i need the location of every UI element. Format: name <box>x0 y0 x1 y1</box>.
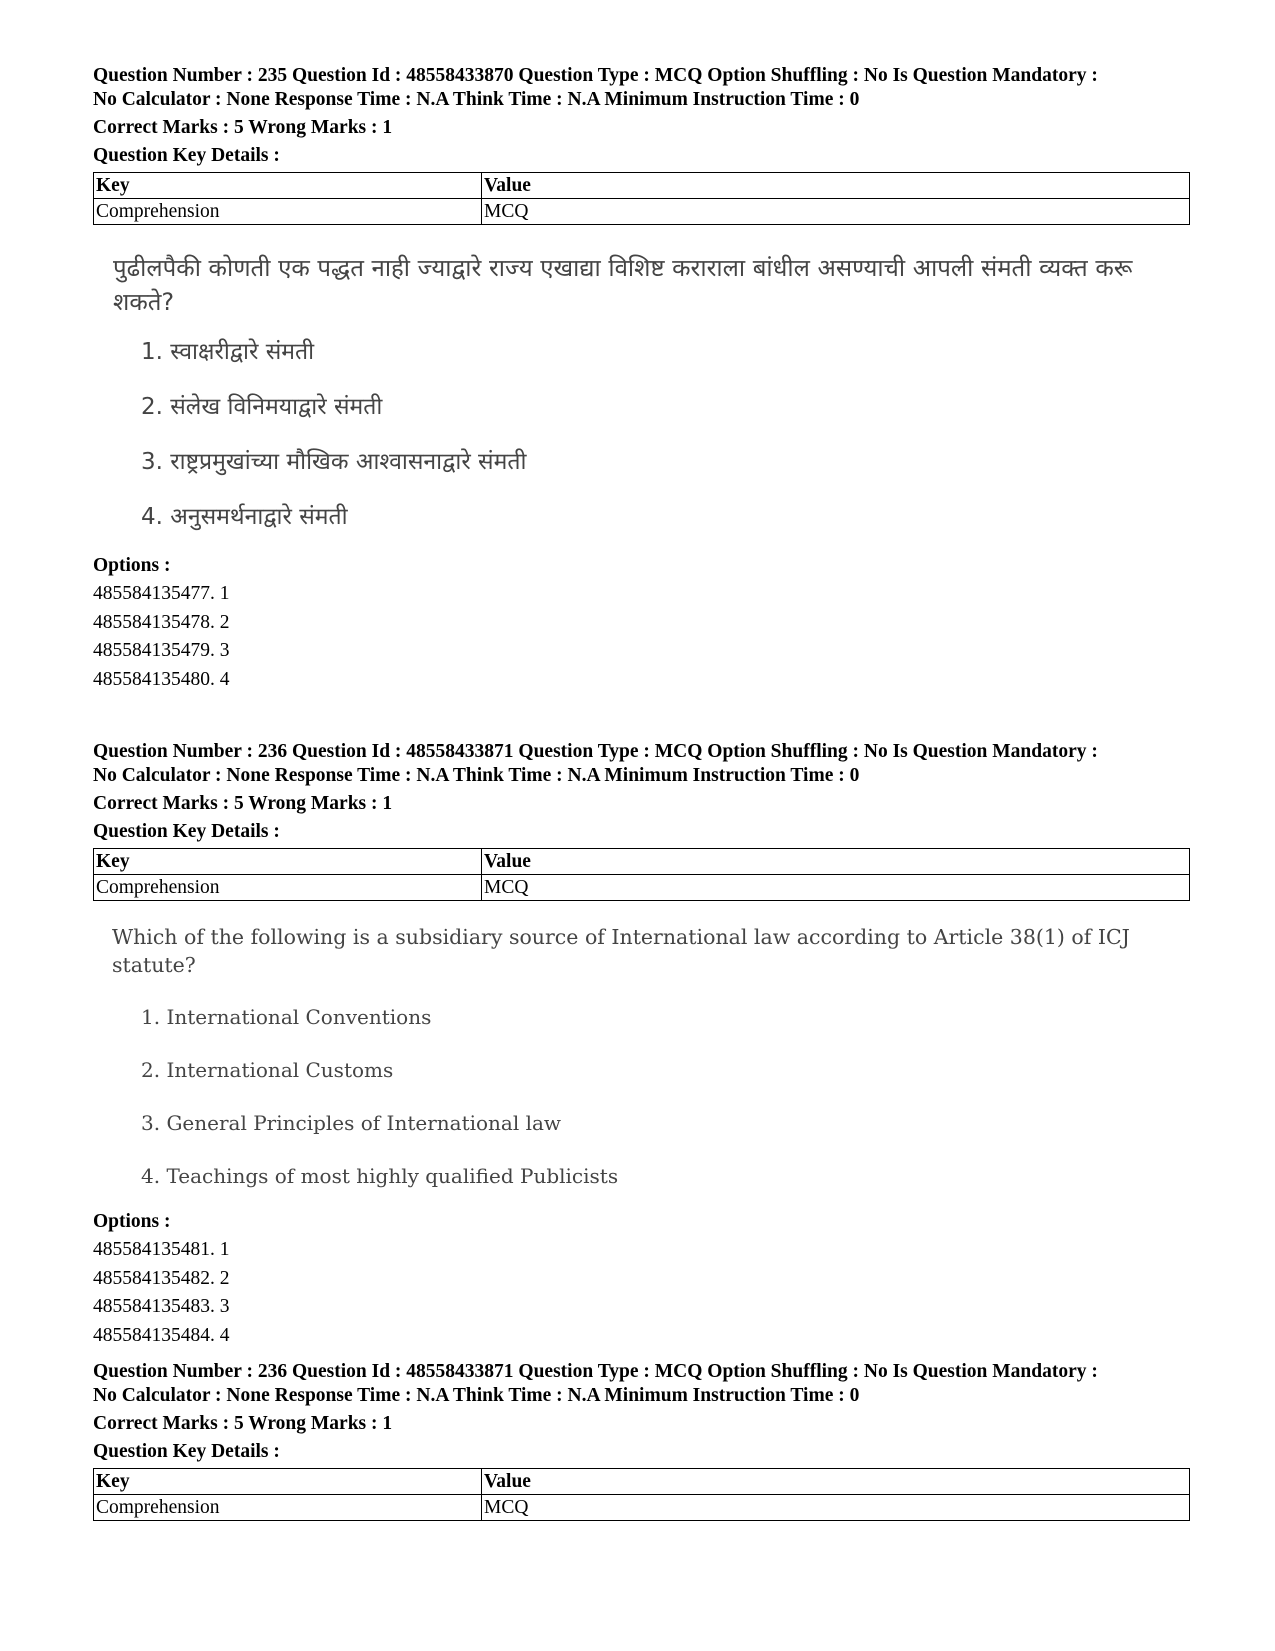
answer-choice: 2. International Customs <box>141 1058 394 1082</box>
table-row <box>94 1495 1190 1521</box>
question-block-235 <box>93 64 1193 694</box>
option-id: 485584135478. 2 <box>93 611 230 633</box>
table-header-row <box>94 849 1190 875</box>
option-id: 485584135477. 1 <box>93 583 230 604</box>
table-cell-key: Comprehension <box>94 875 482 901</box>
question-meta-line: Question Number : 235 Question Id : 48558433870 Question Type : MCQ Option Shuffling : No Is Question Mandatory : <box>93 65 1098 86</box>
table-header-row <box>94 1469 1190 1495</box>
answer-choice: 1. स्वाक्षरीद्वारे संमती <box>141 339 315 365</box>
table-header-value: Value <box>482 849 1190 875</box>
option-id: 485584135480. 4 <box>93 668 230 690</box>
table-header-key: Key <box>94 1469 482 1495</box>
table-row <box>94 199 1190 225</box>
question-text: पुढीलपैकी कोणती एक पद्धत नाही ज्याद्वारे राज्य एखाद्या विशिष्ट कराराला बांधील असण्याची आपली संमती व्यक्त करू शकते? <box>113 254 1133 316</box>
option-id: 485584135479. 3 <box>93 640 230 661</box>
answer-choice: 4. Teachings of most highly qualified Publicists <box>141 1164 619 1188</box>
table-header-key: Key <box>94 173 482 199</box>
marks-line: Correct Marks : 5 Wrong Marks : 1 <box>93 117 393 138</box>
answer-choice: 1. International Conventions <box>141 1005 432 1029</box>
question-text: Which of the following is a subsidiary source of International law according to Article 38(1) of ICJ statute? <box>112 925 1130 977</box>
marks-line: Correct Marks : 5 Wrong Marks : 1 <box>93 793 393 814</box>
answer-choice: 3. General Principles of International law <box>141 1111 562 1135</box>
options-title: Options : <box>93 555 171 576</box>
answer-choice: 3. राष्ट्रप्रमुखांच्या मौखिक आश्वासनाद्वारे संमती <box>141 449 527 475</box>
option-id: 485584135483. 3 <box>93 1296 230 1317</box>
answer-choice: 2. संलेख विनिमयाद्वारे संमती <box>141 394 383 420</box>
question-meta-line: No Calculator : None Response Time : N.A Think Time : N.A Minimum Instruction Time : 0 <box>93 1385 860 1406</box>
key-details-title: Question Key Details : <box>93 1441 280 1462</box>
question-meta-line: Question Number : 236 Question Id : 48558433871 Question Type : MCQ Option Shuffling : No Is Question Mandatory : <box>93 1361 1098 1382</box>
option-id: 485584135482. 2 <box>93 1267 230 1289</box>
key-details-title: Question Key Details : <box>93 145 280 166</box>
table-cell-value: MCQ <box>482 199 1190 225</box>
option-id: 485584135481. 1 <box>93 1239 230 1260</box>
question-meta-line: No Calculator : None Response Time : N.A Think Time : N.A Minimum Instruction Time : 0 <box>93 765 860 786</box>
table-cell-value: MCQ <box>482 1495 1190 1521</box>
question-block-236 <box>93 740 1193 1350</box>
options-title: Options : <box>93 1211 171 1232</box>
question-meta-line: No Calculator : None Response Time : N.A Think Time : N.A Minimum Instruction Time : 0 <box>93 89 860 110</box>
marks-line: Correct Marks : 5 Wrong Marks : 1 <box>93 1413 393 1434</box>
key-details-title: Question Key Details : <box>93 821 280 842</box>
table-cell-key: Comprehension <box>94 199 482 225</box>
question-meta-line: Question Number : 236 Question Id : 48558433871 Question Type : MCQ Option Shuffling : No Is Question Mandatory : <box>93 741 1098 762</box>
table-header-value: Value <box>482 1469 1190 1495</box>
table-header-value: Value <box>482 173 1190 199</box>
table-cell-key: Comprehension <box>94 1495 482 1521</box>
question-block-236-repeat <box>93 1360 1193 1521</box>
key-details-table <box>93 172 1190 225</box>
key-details-table <box>93 848 1190 901</box>
table-header-row <box>94 173 1190 199</box>
table-cell-value: MCQ <box>482 875 1190 901</box>
key-details-table <box>93 1468 1190 1521</box>
option-id: 485584135484. 4 <box>93 1324 230 1346</box>
table-header-key: Key <box>94 849 482 875</box>
table-row <box>94 875 1190 901</box>
answer-choice: 4. अनुसमर्थनाद्वारे संमती <box>141 504 348 530</box>
